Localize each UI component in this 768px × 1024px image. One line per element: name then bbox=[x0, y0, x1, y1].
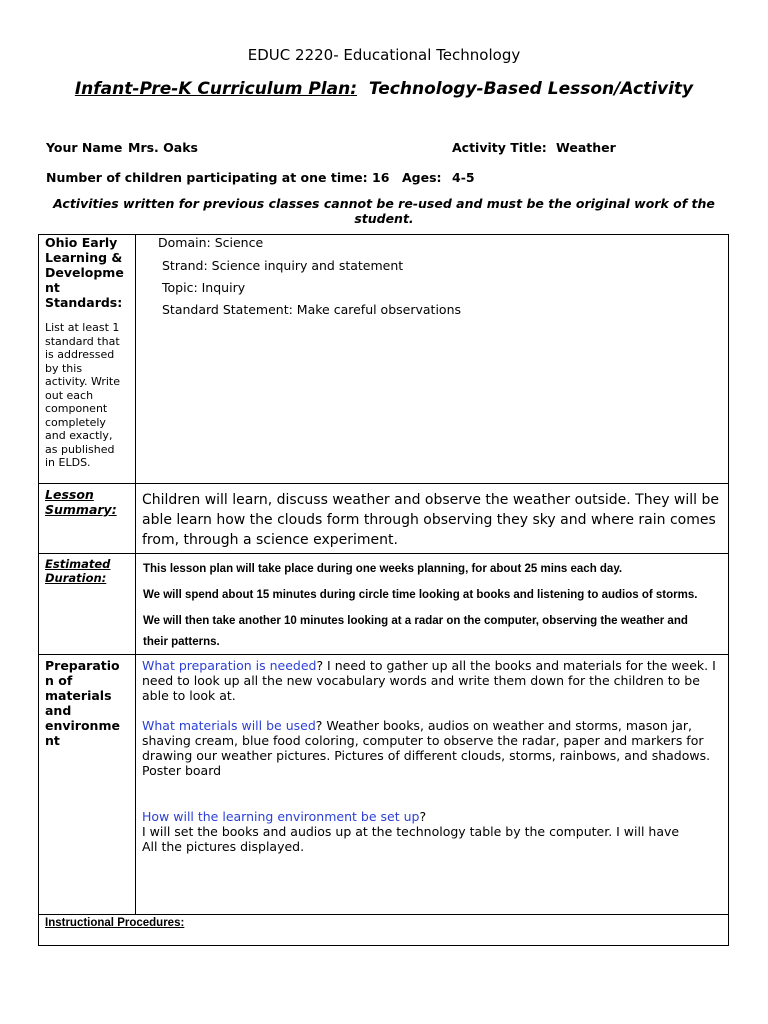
materials-used bbox=[142, 718, 726, 778]
standard-domain: Domain: Science bbox=[158, 235, 264, 250]
children-value: 16 bbox=[372, 170, 390, 185]
instructions-line: component bbox=[45, 402, 108, 415]
instructions-line: out each bbox=[45, 388, 94, 402]
summary-line: Children will learn, discuss weather and observe the weather outside. They will be bbox=[142, 492, 719, 508]
activity-value: Weather bbox=[556, 140, 616, 155]
duration-label-line: Estimated bbox=[45, 557, 111, 571]
activity-label: Activity Title: bbox=[452, 140, 547, 155]
question-mark: ? bbox=[419, 809, 427, 824]
row-divider bbox=[38, 914, 729, 915]
standards-label bbox=[45, 235, 133, 310]
duration-label-line: Duration: bbox=[45, 571, 107, 585]
ages-value: 4-5 bbox=[452, 170, 475, 185]
duration-line-2: We will spend about 15 minutes during circle time looking at books and listening to audios of storms. bbox=[143, 589, 698, 601]
instructions-line: standard that bbox=[45, 334, 120, 348]
instructions-line: completely bbox=[45, 415, 106, 429]
summary-label-line: Lesson bbox=[45, 487, 94, 502]
answer-line: All the pictures displayed. bbox=[142, 839, 305, 854]
row-divider bbox=[38, 483, 729, 484]
standards-label-line: Ohio Early bbox=[45, 235, 118, 250]
preparation-label bbox=[45, 658, 133, 748]
standards-label-line: Standards: bbox=[45, 295, 123, 310]
instructions-line: List at least 1 bbox=[45, 321, 120, 334]
preparation-label-line: Preparatio bbox=[45, 658, 120, 673]
standard-statement: Standard Statement: Make careful observations bbox=[162, 302, 461, 317]
standards-label-line: Developme bbox=[45, 265, 124, 280]
duration-line-3a: We will then take another 10 minutes looking at a radar on the computer, observing the weather and bbox=[143, 615, 688, 627]
course-title: EDUC 2220- Educational Technology bbox=[247, 46, 521, 64]
instructions-line: activity. Write bbox=[45, 375, 121, 388]
preparation-label-line: materials bbox=[45, 688, 112, 703]
plan-title-underlined: Infant-Pre-K Curriculum Plan bbox=[74, 79, 351, 99]
children-label: Number of children participating at one time: bbox=[46, 170, 368, 185]
plan-title bbox=[0, 79, 768, 99]
summary-text bbox=[142, 490, 726, 550]
preparation-label-line: and bbox=[45, 703, 72, 718]
instructions-line: in ELDS. bbox=[45, 456, 91, 469]
row-divider bbox=[38, 553, 729, 554]
name-value: Mrs. Oaks bbox=[128, 140, 198, 155]
instructions-line: by this bbox=[45, 361, 83, 375]
standard-topic: Topic: Inquiry bbox=[162, 280, 246, 295]
preparation-label-line: environme bbox=[45, 718, 120, 733]
instructions-line: is addressed bbox=[45, 348, 115, 361]
plan-title-rest: Technology-Based Lesson/Activity bbox=[368, 79, 694, 99]
summary-line: able learn how the clouds form through observing they sky and where rain comes bbox=[142, 512, 716, 528]
question-materials: What materials will be used bbox=[142, 718, 316, 733]
preparation-needed bbox=[142, 658, 726, 703]
answer-line: ? I need to gather up all the books and materials for the week. I bbox=[316, 658, 716, 673]
originality-warning: Activities written for previous classes cannot be re-used and must be the original work of the student. bbox=[53, 196, 715, 226]
standards-instructions bbox=[45, 321, 133, 470]
procedures-label: Instructional Procedures: bbox=[45, 917, 185, 929]
preparation-label-line: n of bbox=[45, 673, 73, 688]
duration-line-1: This lesson plan will take place during one weeks planning, for about 25 mins each day. bbox=[143, 563, 623, 575]
summary-label-line: Summary: bbox=[45, 502, 117, 517]
answer-line: Poster board bbox=[142, 763, 222, 778]
instructions-line: as published bbox=[45, 442, 115, 456]
standards-label-line: Learning & bbox=[45, 250, 123, 265]
answer-line: need to look up all the new vocabulary words and write them down for the children to be bbox=[142, 673, 700, 688]
answer-line: shaving cream, blue food coloring, computer to observe the radar, paper and markers for bbox=[142, 733, 704, 748]
question-environment: How will the learning environment be set up bbox=[142, 809, 420, 824]
plan-title-colon: : bbox=[350, 79, 358, 99]
answer-line: drawing our weather pictures. Pictures of different clouds, storms, rainbows, and shadows. bbox=[142, 748, 711, 763]
answer-line: able to look at. bbox=[142, 688, 236, 703]
column-divider bbox=[135, 234, 136, 915]
question-preparation: What preparation is needed bbox=[142, 658, 317, 673]
summary-line: from, through a science experiment. bbox=[142, 532, 398, 548]
instructions-line: and exactly, bbox=[45, 429, 113, 442]
standard-strand: Strand: Science inquiry and statement bbox=[162, 258, 404, 273]
environment-setup bbox=[142, 809, 726, 854]
row-divider bbox=[38, 654, 729, 655]
name-label: Your Name bbox=[46, 140, 123, 155]
preparation-label-line: nt bbox=[45, 733, 60, 748]
summary-label bbox=[45, 487, 133, 517]
answer-line: I will set the books and audios up at the technology table by the computer. I will have bbox=[142, 824, 680, 839]
ages-label: Ages: bbox=[402, 170, 442, 185]
answer-line: ? Weather books, audios on weather and storms, mason jar, bbox=[315, 718, 693, 733]
duration-line-3b: their patterns. bbox=[143, 636, 220, 648]
standards-label-line: nt bbox=[45, 280, 60, 295]
duration-label bbox=[45, 557, 133, 585]
